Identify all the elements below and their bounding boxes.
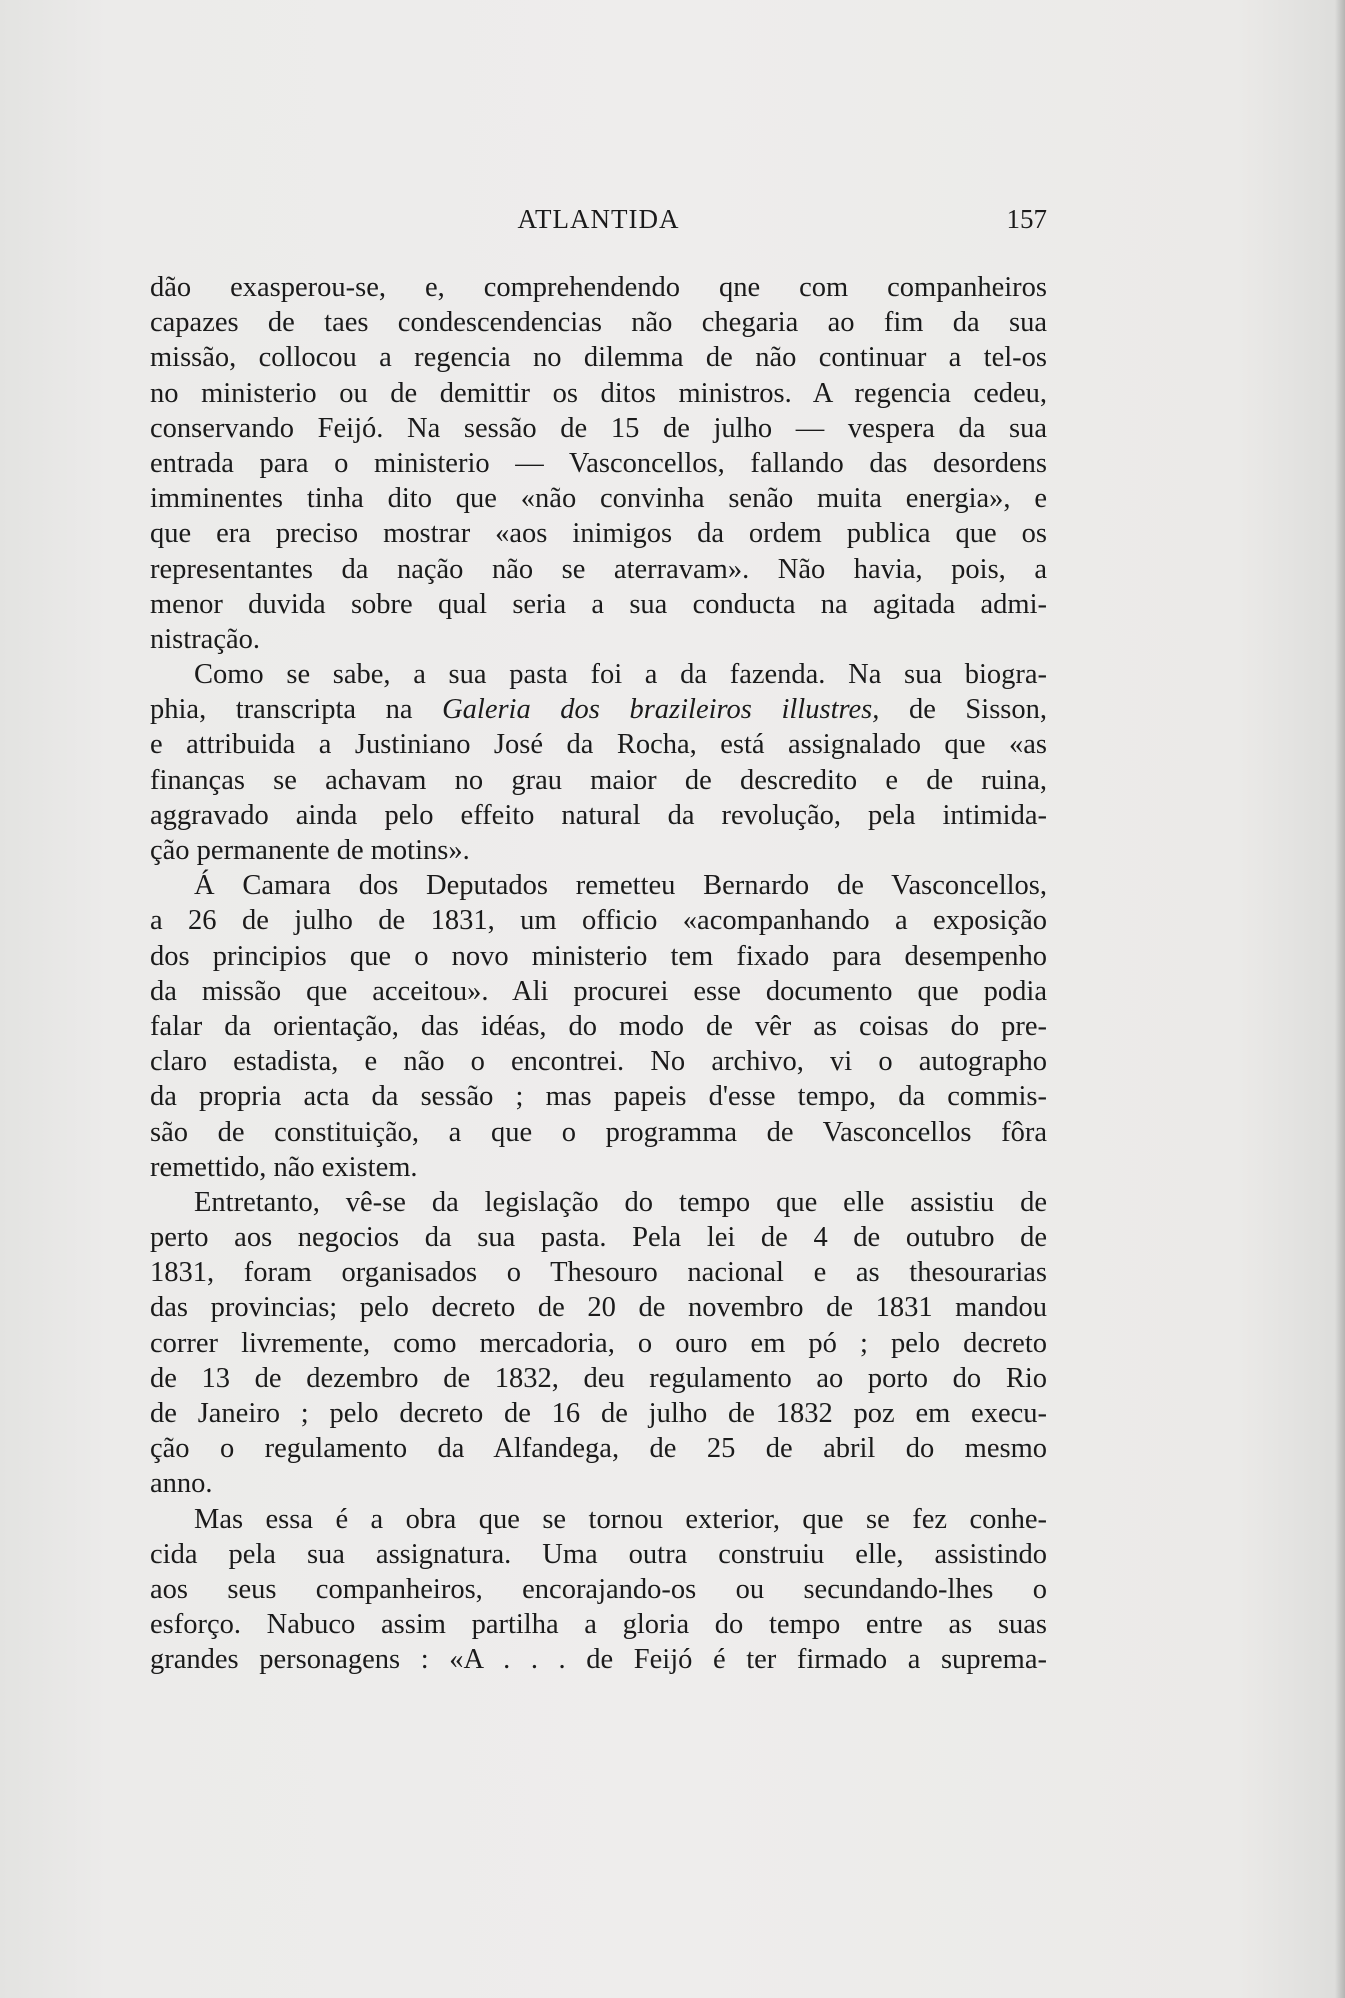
- text-line: são de constituição, a que o programma de Vasconcellos fôra: [150, 1116, 1047, 1148]
- text-line: das provincias; pelo decreto de 20 de novembro de 1831 mandou: [150, 1292, 1047, 1324]
- body-text: [150, 270, 1047, 1678]
- text-line: missão, collocou a regencia no dilemma de não continuar a tel-os: [150, 342, 1047, 374]
- text-line: representantes da nação não se aterravam». Não havia, pois, a: [150, 553, 1047, 585]
- text-line: nistração.: [150, 623, 260, 655]
- text-line: remettido, não existem.: [150, 1151, 418, 1183]
- text-line: e attribuida a Justiniano José da Rocha, está assignalado que «as: [150, 729, 1047, 761]
- text-line: aggravado ainda pelo effeito natural da revolução, pela intimida-: [150, 799, 1047, 831]
- text-line: menor duvida sobre qual seria a sua conducta na agitada admi-: [150, 588, 1047, 620]
- text-line: conservando Feijó. Na sessão de 15 de julho — vespera da sua: [150, 412, 1047, 444]
- page-edge-shadow: [1335, 0, 1345, 1998]
- text-line: Como se sabe, a sua pasta foi a da fazenda. Na sua biogra-: [194, 659, 1047, 691]
- text-line: aos seus companheiros, encorajando-os ou secundando-lhes o: [150, 1573, 1047, 1605]
- text-line: perto aos negocios da sua pasta. Pela lei de 4 de outubro de: [150, 1222, 1047, 1254]
- text-line: Mas essa é a obra que se tornou exterior, que se fez conhe-: [194, 1503, 1047, 1535]
- page-number: 157: [1006, 204, 1047, 234]
- text-line: Á Camara dos Deputados remetteu Bernardo de Vasconcellos,: [194, 870, 1047, 902]
- text-line: cida pela sua assignatura. Uma outra construiu elle, assistindo: [150, 1538, 1047, 1570]
- text-line: falar da orientação, das idéas, do modo de vêr as coisas do pre-: [150, 1010, 1047, 1042]
- text-line: [150, 692, 1047, 727]
- italic-title: Galeria dos brazileiros illustres,: [442, 694, 880, 726]
- text-line: capazes de taes condescendencias não chegaria ao fim da sua: [150, 307, 1047, 339]
- running-header: [150, 200, 1047, 240]
- text-line: de 13 de dezembro de 1832, deu regulamento ao porto do Rio: [150, 1362, 1047, 1394]
- text-line: que era preciso mostrar «aos inimigos da ordem publica que os: [150, 518, 1047, 550]
- text-line: a 26 de julho de 1831, um officio «acompanhando a exposição: [150, 905, 1047, 937]
- text-line: anno.: [150, 1468, 213, 1500]
- text-line: dos principios que o novo ministerio tem fixado para desempenho: [150, 940, 1047, 972]
- text-line: da missão que acceitou». Ali procurei esse documento que podia: [150, 975, 1047, 1007]
- text-line: de Janeiro ; pelo decreto de 16 de julho de 1832 poz em execu-: [150, 1398, 1047, 1429]
- text-line: esforço. Nabuco assim partilha a gloria do tempo entre as suas: [150, 1609, 1047, 1641]
- text-line: ção o regulamento da Alfandega, de 25 de abril do mesmo: [150, 1433, 1047, 1465]
- text-line: imminentes tinha dito que «não convinha senão muita energia», e: [150, 483, 1047, 515]
- text-line: no ministerio ou de demittir os ditos ministros. A regencia cedeu,: [150, 377, 1047, 409]
- text-line: entrada para o ministerio — Vasconcellos, fallando das desordens: [150, 447, 1047, 479]
- text-line: 1831, foram organisados o Thesouro nacional e as thesourarias: [150, 1257, 1047, 1289]
- text-segment: phia, transcripta na: [150, 694, 443, 726]
- text-line: ção permanente de motins».: [150, 835, 470, 866]
- text-line: dão exasperou-se, e, comprehendendo qne com companheiros: [150, 272, 1047, 303]
- text-line: da propria acta da sessão ; mas papeis d'esse tempo, da commis-: [150, 1081, 1047, 1113]
- running-title: ATLANTIDA: [517, 204, 680, 234]
- text-line: Entretanto, vê-se da legislação do tempo que elle assistiu de: [194, 1186, 1047, 1218]
- text-line: grandes personagens : «A . . . de Feijó é ter firmado a suprema-: [150, 1644, 1047, 1676]
- text-segment: de Sisson,: [879, 694, 1047, 726]
- text-line: finanças se achavam no grau maior de descredito e de ruina,: [150, 764, 1047, 796]
- text-line: correr livremente, como mercadoria, o ouro em pó ; pelo decreto: [150, 1327, 1047, 1359]
- text-line: claro estadista, e não o encontrei. No archivo, vi o autographo: [150, 1046, 1047, 1078]
